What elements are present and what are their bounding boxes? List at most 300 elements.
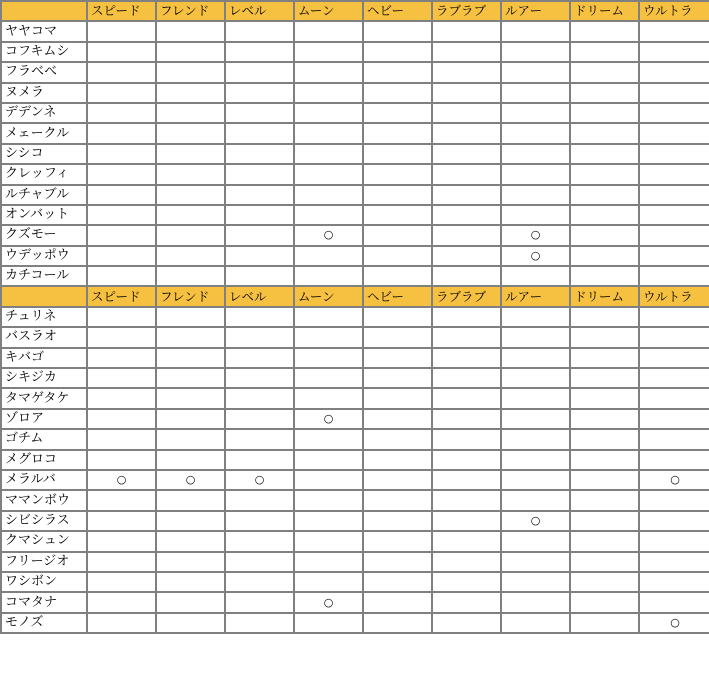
pokemon-name-cell[interactable]: キバゴ bbox=[1, 348, 87, 368]
ball-mark-cell[interactable] bbox=[432, 490, 501, 510]
ball-mark-cell[interactable] bbox=[363, 409, 432, 429]
ball-mark-cell[interactable]: ○ bbox=[501, 225, 570, 245]
ball-mark-cell[interactable] bbox=[363, 327, 432, 347]
header-cell[interactable]: スピード bbox=[87, 1, 156, 21]
ball-mark-cell[interactable] bbox=[87, 409, 156, 429]
ball-mark-cell[interactable] bbox=[156, 490, 225, 510]
ball-mark-cell[interactable] bbox=[570, 185, 639, 205]
ball-mark-cell[interactable] bbox=[87, 123, 156, 143]
ball-mark-cell[interactable] bbox=[501, 348, 570, 368]
ball-mark-cell[interactable] bbox=[156, 307, 225, 327]
ball-mark-cell[interactable] bbox=[570, 62, 639, 82]
ball-mark-cell[interactable] bbox=[501, 613, 570, 633]
pokemon-name-cell[interactable]: クズモー bbox=[1, 225, 87, 245]
ball-mark-cell[interactable]: ○ bbox=[87, 470, 156, 490]
ball-mark-cell[interactable] bbox=[294, 42, 363, 62]
ball-mark-cell[interactable] bbox=[87, 266, 156, 286]
ball-mark-cell[interactable] bbox=[570, 368, 639, 388]
ball-mark-cell[interactable] bbox=[570, 572, 639, 592]
ball-mark-cell[interactable] bbox=[87, 368, 156, 388]
ball-mark-cell[interactable] bbox=[432, 42, 501, 62]
ball-mark-cell[interactable] bbox=[570, 83, 639, 103]
pokemon-name-cell[interactable]: ヌメラ bbox=[1, 83, 87, 103]
ball-mark-cell[interactable] bbox=[363, 205, 432, 225]
ball-mark-cell[interactable] bbox=[156, 388, 225, 408]
ball-mark-cell[interactable] bbox=[87, 83, 156, 103]
ball-mark-cell[interactable] bbox=[156, 572, 225, 592]
header-cell[interactable]: ムーン bbox=[294, 1, 363, 21]
ball-mark-cell[interactable] bbox=[225, 552, 294, 572]
ball-mark-cell[interactable] bbox=[639, 490, 709, 510]
ball-mark-cell[interactable] bbox=[501, 470, 570, 490]
ball-mark-cell[interactable] bbox=[501, 307, 570, 327]
ball-mark-cell[interactable] bbox=[432, 307, 501, 327]
ball-mark-cell[interactable] bbox=[225, 531, 294, 551]
ball-mark-cell[interactable] bbox=[225, 429, 294, 449]
ball-mark-cell[interactable]: ○ bbox=[639, 470, 709, 490]
ball-mark-cell[interactable] bbox=[570, 327, 639, 347]
header-cell[interactable]: ルアー bbox=[501, 286, 570, 306]
ball-mark-cell[interactable] bbox=[156, 164, 225, 184]
ball-mark-cell[interactable] bbox=[156, 123, 225, 143]
pokemon-name-cell[interactable]: シビシラス bbox=[1, 511, 87, 531]
ball-mark-cell[interactable] bbox=[87, 388, 156, 408]
ball-mark-cell[interactable] bbox=[432, 246, 501, 266]
ball-mark-cell[interactable]: ○ bbox=[156, 470, 225, 490]
ball-mark-cell[interactable] bbox=[639, 552, 709, 572]
pokemon-name-cell[interactable]: ママンボウ bbox=[1, 490, 87, 510]
ball-mark-cell[interactable] bbox=[639, 83, 709, 103]
ball-mark-cell[interactable] bbox=[639, 123, 709, 143]
ball-mark-cell[interactable] bbox=[156, 185, 225, 205]
ball-mark-cell[interactable] bbox=[501, 409, 570, 429]
pokemon-name-cell[interactable]: ゴチム bbox=[1, 429, 87, 449]
ball-mark-cell[interactable] bbox=[501, 531, 570, 551]
ball-mark-cell[interactable] bbox=[87, 185, 156, 205]
ball-mark-cell[interactable] bbox=[363, 83, 432, 103]
ball-mark-cell[interactable] bbox=[225, 572, 294, 592]
ball-mark-cell[interactable] bbox=[294, 123, 363, 143]
ball-mark-cell[interactable] bbox=[432, 409, 501, 429]
ball-mark-cell[interactable] bbox=[363, 307, 432, 327]
ball-mark-cell[interactable] bbox=[432, 368, 501, 388]
ball-mark-cell[interactable] bbox=[570, 613, 639, 633]
ball-mark-cell[interactable] bbox=[87, 225, 156, 245]
ball-mark-cell[interactable] bbox=[639, 307, 709, 327]
ball-mark-cell[interactable] bbox=[363, 368, 432, 388]
ball-mark-cell[interactable] bbox=[225, 103, 294, 123]
header-cell[interactable]: ラブラブ bbox=[432, 1, 501, 21]
ball-mark-cell[interactable] bbox=[225, 144, 294, 164]
ball-mark-cell[interactable] bbox=[570, 531, 639, 551]
ball-mark-cell[interactable] bbox=[225, 225, 294, 245]
ball-mark-cell[interactable] bbox=[570, 266, 639, 286]
ball-mark-cell[interactable] bbox=[639, 511, 709, 531]
ball-mark-cell[interactable] bbox=[432, 429, 501, 449]
ball-mark-cell[interactable]: ○ bbox=[639, 613, 709, 633]
ball-mark-cell[interactable] bbox=[570, 592, 639, 612]
ball-mark-cell[interactable] bbox=[432, 470, 501, 490]
pokemon-name-cell[interactable]: チュリネ bbox=[1, 307, 87, 327]
header-cell[interactable]: レベル bbox=[225, 286, 294, 306]
ball-mark-cell[interactable] bbox=[294, 613, 363, 633]
ball-mark-cell[interactable] bbox=[432, 348, 501, 368]
ball-mark-cell[interactable] bbox=[570, 388, 639, 408]
header-cell[interactable]: スピード bbox=[87, 286, 156, 306]
ball-mark-cell[interactable] bbox=[225, 185, 294, 205]
ball-mark-cell[interactable] bbox=[294, 572, 363, 592]
ball-mark-cell[interactable] bbox=[156, 225, 225, 245]
header-cell[interactable]: ラブラブ bbox=[432, 286, 501, 306]
ball-mark-cell[interactable] bbox=[225, 490, 294, 510]
ball-mark-cell[interactable] bbox=[639, 164, 709, 184]
ball-mark-cell[interactable] bbox=[156, 613, 225, 633]
ball-mark-cell[interactable] bbox=[432, 144, 501, 164]
ball-mark-cell[interactable] bbox=[294, 83, 363, 103]
ball-mark-cell[interactable] bbox=[570, 348, 639, 368]
ball-mark-cell[interactable] bbox=[501, 327, 570, 347]
ball-mark-cell[interactable] bbox=[225, 246, 294, 266]
ball-mark-cell[interactable] bbox=[639, 348, 709, 368]
ball-mark-cell[interactable] bbox=[294, 266, 363, 286]
ball-mark-cell[interactable] bbox=[363, 531, 432, 551]
ball-mark-cell[interactable] bbox=[432, 62, 501, 82]
ball-mark-cell[interactable] bbox=[639, 592, 709, 612]
ball-mark-cell[interactable] bbox=[156, 327, 225, 347]
ball-mark-cell[interactable] bbox=[639, 450, 709, 470]
ball-mark-cell[interactable] bbox=[570, 123, 639, 143]
ball-mark-cell[interactable] bbox=[87, 164, 156, 184]
header-cell[interactable]: フレンド bbox=[156, 1, 225, 21]
ball-mark-cell[interactable] bbox=[156, 368, 225, 388]
ball-mark-cell[interactable] bbox=[501, 368, 570, 388]
ball-mark-cell[interactable] bbox=[432, 83, 501, 103]
ball-mark-cell[interactable] bbox=[570, 144, 639, 164]
ball-mark-cell[interactable] bbox=[363, 470, 432, 490]
ball-mark-cell[interactable] bbox=[363, 388, 432, 408]
ball-mark-cell[interactable] bbox=[156, 348, 225, 368]
ball-mark-cell[interactable] bbox=[363, 225, 432, 245]
ball-mark-cell[interactable] bbox=[294, 348, 363, 368]
ball-mark-cell[interactable] bbox=[432, 531, 501, 551]
header-cell[interactable]: ヘビー bbox=[363, 286, 432, 306]
ball-mark-cell[interactable] bbox=[501, 429, 570, 449]
ball-mark-cell[interactable] bbox=[639, 266, 709, 286]
ball-mark-cell[interactable]: ○ bbox=[294, 225, 363, 245]
ball-mark-cell[interactable] bbox=[294, 552, 363, 572]
pokemon-name-cell[interactable]: クレッフィ bbox=[1, 164, 87, 184]
ball-mark-cell[interactable] bbox=[501, 21, 570, 41]
ball-mark-cell[interactable] bbox=[363, 103, 432, 123]
ball-mark-cell[interactable] bbox=[501, 164, 570, 184]
ball-mark-cell[interactable] bbox=[156, 42, 225, 62]
ball-mark-cell[interactable] bbox=[363, 429, 432, 449]
ball-mark-cell[interactable] bbox=[87, 21, 156, 41]
header-cell[interactable]: ルアー bbox=[501, 1, 570, 21]
ball-mark-cell[interactable] bbox=[363, 42, 432, 62]
ball-mark-cell[interactable] bbox=[87, 205, 156, 225]
pokemon-name-cell[interactable]: メグロコ bbox=[1, 450, 87, 470]
ball-mark-cell[interactable] bbox=[363, 21, 432, 41]
ball-mark-cell[interactable] bbox=[156, 83, 225, 103]
header-cell[interactable]: レベル bbox=[225, 1, 294, 21]
ball-mark-cell[interactable] bbox=[570, 552, 639, 572]
header-corner-cell[interactable] bbox=[1, 1, 87, 21]
ball-mark-cell[interactable] bbox=[294, 511, 363, 531]
ball-mark-cell[interactable] bbox=[87, 490, 156, 510]
ball-mark-cell[interactable] bbox=[363, 246, 432, 266]
ball-mark-cell[interactable] bbox=[225, 327, 294, 347]
pokemon-name-cell[interactable]: フリージオ bbox=[1, 552, 87, 572]
ball-mark-cell[interactable] bbox=[294, 327, 363, 347]
ball-mark-cell[interactable] bbox=[225, 450, 294, 470]
ball-mark-cell[interactable] bbox=[639, 531, 709, 551]
ball-mark-cell[interactable] bbox=[156, 409, 225, 429]
ball-mark-cell[interactable] bbox=[501, 185, 570, 205]
ball-mark-cell[interactable] bbox=[363, 185, 432, 205]
ball-mark-cell[interactable] bbox=[570, 307, 639, 327]
ball-mark-cell[interactable] bbox=[225, 613, 294, 633]
ball-mark-cell[interactable] bbox=[501, 388, 570, 408]
ball-mark-cell[interactable] bbox=[294, 429, 363, 449]
ball-mark-cell[interactable] bbox=[156, 205, 225, 225]
ball-mark-cell[interactable] bbox=[225, 164, 294, 184]
ball-mark-cell[interactable] bbox=[156, 103, 225, 123]
ball-mark-cell[interactable] bbox=[225, 388, 294, 408]
ball-mark-cell[interactable] bbox=[225, 409, 294, 429]
ball-mark-cell[interactable] bbox=[363, 613, 432, 633]
ball-mark-cell[interactable] bbox=[432, 450, 501, 470]
ball-mark-cell[interactable] bbox=[294, 62, 363, 82]
ball-mark-cell[interactable] bbox=[156, 592, 225, 612]
ball-mark-cell[interactable] bbox=[501, 490, 570, 510]
pokemon-name-cell[interactable]: カチコール bbox=[1, 266, 87, 286]
ball-mark-cell[interactable] bbox=[294, 205, 363, 225]
ball-mark-cell[interactable] bbox=[225, 42, 294, 62]
ball-mark-cell[interactable] bbox=[87, 531, 156, 551]
ball-mark-cell[interactable] bbox=[225, 205, 294, 225]
ball-mark-cell[interactable]: ○ bbox=[294, 409, 363, 429]
ball-mark-cell[interactable] bbox=[294, 307, 363, 327]
ball-mark-cell[interactable] bbox=[363, 144, 432, 164]
ball-mark-cell[interactable] bbox=[570, 409, 639, 429]
ball-mark-cell[interactable] bbox=[501, 450, 570, 470]
ball-mark-cell[interactable] bbox=[363, 552, 432, 572]
ball-mark-cell[interactable] bbox=[156, 266, 225, 286]
pokemon-name-cell[interactable]: バスラオ bbox=[1, 327, 87, 347]
ball-mark-cell[interactable] bbox=[363, 123, 432, 143]
ball-mark-cell[interactable] bbox=[432, 225, 501, 245]
ball-mark-cell[interactable] bbox=[432, 103, 501, 123]
ball-mark-cell[interactable] bbox=[432, 164, 501, 184]
ball-mark-cell[interactable] bbox=[501, 552, 570, 572]
ball-mark-cell[interactable] bbox=[432, 511, 501, 531]
pokemon-name-cell[interactable]: フラベベ bbox=[1, 62, 87, 82]
ball-mark-cell[interactable] bbox=[156, 552, 225, 572]
ball-mark-cell[interactable] bbox=[294, 470, 363, 490]
ball-mark-cell[interactable] bbox=[225, 83, 294, 103]
ball-mark-cell[interactable] bbox=[294, 246, 363, 266]
ball-mark-cell[interactable] bbox=[432, 572, 501, 592]
ball-mark-cell[interactable] bbox=[156, 450, 225, 470]
ball-mark-cell[interactable] bbox=[501, 205, 570, 225]
ball-mark-cell[interactable] bbox=[225, 592, 294, 612]
ball-mark-cell[interactable] bbox=[294, 185, 363, 205]
ball-mark-cell[interactable] bbox=[156, 21, 225, 41]
ball-mark-cell[interactable] bbox=[639, 572, 709, 592]
pokemon-name-cell[interactable]: ルチャブル bbox=[1, 185, 87, 205]
ball-mark-cell[interactable] bbox=[156, 531, 225, 551]
pokemon-name-cell[interactable]: ワシボン bbox=[1, 572, 87, 592]
ball-mark-cell[interactable] bbox=[570, 103, 639, 123]
ball-mark-cell[interactable] bbox=[363, 266, 432, 286]
ball-mark-cell[interactable] bbox=[225, 368, 294, 388]
header-cell[interactable]: ウルトラ bbox=[639, 1, 709, 21]
pokemon-name-cell[interactable]: ウデッポウ bbox=[1, 246, 87, 266]
ball-mark-cell[interactable] bbox=[87, 450, 156, 470]
ball-mark-cell[interactable] bbox=[432, 21, 501, 41]
ball-mark-cell[interactable] bbox=[225, 123, 294, 143]
ball-mark-cell[interactable] bbox=[225, 348, 294, 368]
pokemon-name-cell[interactable]: メェークル bbox=[1, 123, 87, 143]
ball-mark-cell[interactable] bbox=[87, 613, 156, 633]
ball-mark-cell[interactable]: ○ bbox=[225, 470, 294, 490]
ball-mark-cell[interactable] bbox=[363, 592, 432, 612]
ball-mark-cell[interactable] bbox=[294, 388, 363, 408]
ball-mark-cell[interactable] bbox=[570, 246, 639, 266]
ball-mark-cell[interactable] bbox=[639, 205, 709, 225]
ball-mark-cell[interactable] bbox=[156, 511, 225, 531]
ball-mark-cell[interactable] bbox=[432, 327, 501, 347]
ball-mark-cell[interactable] bbox=[501, 144, 570, 164]
ball-mark-cell[interactable] bbox=[639, 185, 709, 205]
header-cell[interactable]: ドリーム bbox=[570, 1, 639, 21]
ball-mark-cell[interactable] bbox=[639, 21, 709, 41]
ball-mark-cell[interactable] bbox=[639, 409, 709, 429]
ball-mark-cell[interactable] bbox=[87, 246, 156, 266]
ball-mark-cell[interactable] bbox=[156, 144, 225, 164]
ball-mark-cell[interactable] bbox=[639, 62, 709, 82]
pokemon-name-cell[interactable]: タマゲタケ bbox=[1, 388, 87, 408]
ball-mark-cell[interactable] bbox=[294, 164, 363, 184]
ball-mark-cell[interactable] bbox=[87, 62, 156, 82]
ball-mark-cell[interactable] bbox=[432, 123, 501, 143]
pokemon-name-cell[interactable]: デデンネ bbox=[1, 103, 87, 123]
ball-mark-cell[interactable] bbox=[501, 592, 570, 612]
ball-mark-cell[interactable] bbox=[363, 348, 432, 368]
ball-mark-cell[interactable] bbox=[156, 429, 225, 449]
ball-mark-cell[interactable] bbox=[363, 572, 432, 592]
ball-mark-cell[interactable] bbox=[87, 429, 156, 449]
pokemon-name-cell[interactable]: モノズ bbox=[1, 613, 87, 633]
ball-mark-cell[interactable] bbox=[639, 368, 709, 388]
pokemon-name-cell[interactable]: コフキムシ bbox=[1, 42, 87, 62]
ball-mark-cell[interactable] bbox=[432, 266, 501, 286]
ball-mark-cell[interactable] bbox=[639, 429, 709, 449]
pokemon-name-cell[interactable]: ヤヤコマ bbox=[1, 21, 87, 41]
ball-mark-cell[interactable] bbox=[87, 572, 156, 592]
ball-mark-cell[interactable]: ○ bbox=[501, 511, 570, 531]
ball-mark-cell[interactable] bbox=[87, 103, 156, 123]
header-corner-cell[interactable] bbox=[1, 286, 87, 306]
ball-mark-cell[interactable] bbox=[87, 552, 156, 572]
ball-mark-cell[interactable] bbox=[225, 307, 294, 327]
ball-mark-cell[interactable] bbox=[570, 225, 639, 245]
header-cell[interactable]: フレンド bbox=[156, 286, 225, 306]
ball-mark-cell[interactable] bbox=[432, 592, 501, 612]
ball-mark-cell[interactable] bbox=[432, 205, 501, 225]
ball-mark-cell[interactable] bbox=[432, 613, 501, 633]
ball-mark-cell[interactable] bbox=[87, 348, 156, 368]
ball-mark-cell[interactable] bbox=[570, 164, 639, 184]
ball-mark-cell[interactable] bbox=[87, 327, 156, 347]
ball-mark-cell[interactable] bbox=[363, 164, 432, 184]
ball-mark-cell[interactable] bbox=[639, 246, 709, 266]
ball-mark-cell[interactable] bbox=[294, 368, 363, 388]
ball-mark-cell[interactable] bbox=[87, 42, 156, 62]
ball-mark-cell[interactable] bbox=[225, 266, 294, 286]
ball-mark-cell[interactable] bbox=[639, 225, 709, 245]
ball-mark-cell[interactable] bbox=[639, 144, 709, 164]
ball-mark-cell[interactable] bbox=[294, 103, 363, 123]
ball-mark-cell[interactable] bbox=[570, 450, 639, 470]
ball-mark-cell[interactable] bbox=[501, 103, 570, 123]
ball-mark-cell[interactable] bbox=[570, 490, 639, 510]
ball-mark-cell[interactable] bbox=[225, 62, 294, 82]
ball-mark-cell[interactable] bbox=[225, 511, 294, 531]
ball-mark-cell[interactable] bbox=[294, 490, 363, 510]
ball-mark-cell[interactable] bbox=[639, 103, 709, 123]
ball-mark-cell[interactable] bbox=[432, 388, 501, 408]
ball-mark-cell[interactable] bbox=[294, 21, 363, 41]
ball-mark-cell[interactable] bbox=[570, 511, 639, 531]
ball-mark-cell[interactable] bbox=[570, 42, 639, 62]
pokemon-name-cell[interactable]: ゾロア bbox=[1, 409, 87, 429]
ball-mark-cell[interactable] bbox=[570, 429, 639, 449]
ball-mark-cell[interactable] bbox=[501, 83, 570, 103]
ball-mark-cell[interactable] bbox=[156, 246, 225, 266]
pokemon-name-cell[interactable]: シキジカ bbox=[1, 368, 87, 388]
ball-mark-cell[interactable] bbox=[363, 450, 432, 470]
ball-mark-cell[interactable] bbox=[294, 450, 363, 470]
ball-mark-cell[interactable] bbox=[87, 307, 156, 327]
ball-mark-cell[interactable] bbox=[87, 144, 156, 164]
ball-mark-cell[interactable] bbox=[501, 266, 570, 286]
ball-mark-cell[interactable] bbox=[432, 552, 501, 572]
ball-mark-cell[interactable] bbox=[294, 144, 363, 164]
pokemon-name-cell[interactable]: コマタナ bbox=[1, 592, 87, 612]
ball-mark-cell[interactable] bbox=[570, 205, 639, 225]
header-cell[interactable]: ヘビー bbox=[363, 1, 432, 21]
ball-mark-cell[interactable] bbox=[501, 42, 570, 62]
ball-mark-cell[interactable] bbox=[501, 123, 570, 143]
ball-mark-cell[interactable] bbox=[639, 42, 709, 62]
ball-mark-cell[interactable]: ○ bbox=[501, 246, 570, 266]
pokemon-name-cell[interactable]: シシコ bbox=[1, 144, 87, 164]
ball-mark-cell[interactable] bbox=[501, 62, 570, 82]
ball-mark-cell[interactable] bbox=[225, 21, 294, 41]
ball-mark-cell[interactable] bbox=[639, 327, 709, 347]
ball-mark-cell[interactable] bbox=[156, 62, 225, 82]
ball-mark-cell[interactable] bbox=[87, 592, 156, 612]
ball-mark-cell[interactable] bbox=[363, 490, 432, 510]
pokemon-name-cell[interactable]: オンバット bbox=[1, 205, 87, 225]
ball-mark-cell[interactable] bbox=[432, 185, 501, 205]
pokemon-name-cell[interactable]: メラルバ bbox=[1, 470, 87, 490]
ball-mark-cell[interactable] bbox=[570, 21, 639, 41]
ball-mark-cell[interactable] bbox=[363, 511, 432, 531]
ball-mark-cell[interactable] bbox=[363, 62, 432, 82]
